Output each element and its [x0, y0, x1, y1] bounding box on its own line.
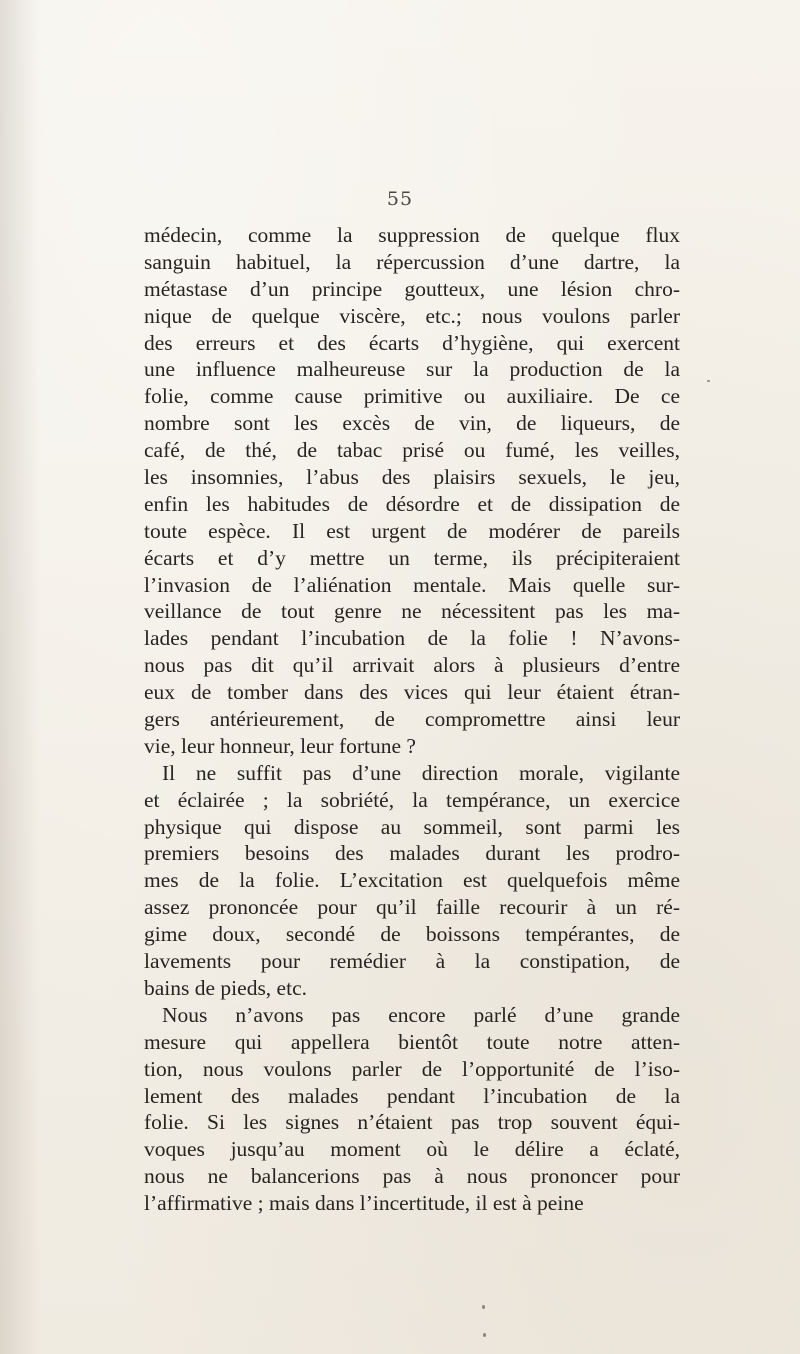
text-line: lavements pour remédier à la constipation, de: [144, 949, 680, 974]
text-line: tion, nous voulons parler de l’opportunité de l’iso-: [144, 1056, 680, 1081]
text-line: l’invasion de l’aliénation mentale. Mais quelle sur-: [144, 572, 680, 597]
text-line: gers antérieurement, de compromettre ainsi leur: [144, 707, 680, 732]
text-line: des erreurs et des écarts d’hygiène, qui exercent: [144, 330, 680, 355]
text-line: lades pendant l’incubation de la folie ! N’avons-: [144, 626, 680, 651]
text-line: folie. Si les signes n’étaient pas trop souvent équi-: [144, 1110, 680, 1135]
text-line: mes de la folie. L’excitation est quelquefois même: [144, 868, 680, 893]
text-line: café, de thé, de tabac prisé ou fumé, les veilles,: [144, 438, 680, 463]
text-line: l’affirmative ; mais dans l’incertitude, il est à peine: [144, 1191, 584, 1216]
page-number: 55: [386, 188, 414, 210]
text-line: assez prononcée pour qu’il faille recourir à un ré-: [144, 895, 680, 920]
text-line: nique de quelque viscère, etc.; nous voulons parler: [144, 303, 680, 328]
text-line: voques jusqu’au moment où le délire a éclaté,: [144, 1137, 680, 1162]
ink-speck: [707, 380, 710, 382]
text-line: gime doux, secondé de boissons tempérantes, de: [144, 922, 680, 947]
text-line: métastase d’un principe goutteux, une lésion chro-: [144, 276, 680, 301]
text-line: folie, comme cause primitive ou auxiliaire. De ce: [144, 384, 680, 409]
text-line: nombre sont les excès de vin, de liqueurs, de: [144, 411, 680, 436]
text-line: enfin les habitudes de désordre et de dissipation de: [144, 491, 680, 516]
text-line: sanguin habituel, la répercussion d’une dartre, la: [144, 249, 680, 274]
text-line: toute espèce. Il est urgent de modérer de pareils: [144, 518, 680, 543]
ink-speck: [482, 1305, 485, 1309]
text-line: une influence malheureuse sur la production de la: [144, 357, 680, 382]
text-line: eux de tomber dans des vices qui leur étaient étran-: [144, 680, 680, 705]
text-line: bains de pieds, etc.: [144, 975, 307, 1000]
ink-speck: [483, 1333, 486, 1337]
text-line: Nous n’avons pas encore parlé d’une grande: [162, 1002, 680, 1027]
text-line: veillance de tout genre ne nécessitent pas les ma-: [144, 599, 680, 624]
text-line: nous ne balancerions pas à nous prononcer pour: [144, 1164, 680, 1189]
text-line: écarts et d’y mettre un terme, ils précipiteraient: [144, 545, 680, 570]
text-line: médecin, comme la suppression de quelque flux: [144, 223, 680, 247]
text-line: mesure qui appellera bientôt toute notre atten-: [144, 1029, 680, 1054]
text-line: et éclairée ; la sobriété, la tempérance, un exercice: [144, 787, 680, 812]
text-line: nous pas dit qu’il arrivait alors à plusieurs d’entre: [144, 653, 680, 678]
text-line: les insomnies, l’abus des plaisirs sexuels, le jeu,: [144, 465, 680, 490]
text-line: vie, leur honneur, leur fortune ?: [144, 733, 416, 758]
text-line: lement des malades pendant l’incubation de la: [144, 1083, 680, 1108]
text-line: physique qui dispose au sommeil, sont parmi les: [144, 814, 680, 839]
text-line: premiers besoins des malades durant les prodro-: [144, 841, 680, 866]
body-text: [144, 222, 680, 1217]
text-line: Il ne suffit pas d’une direction morale, vigilante: [162, 760, 680, 785]
